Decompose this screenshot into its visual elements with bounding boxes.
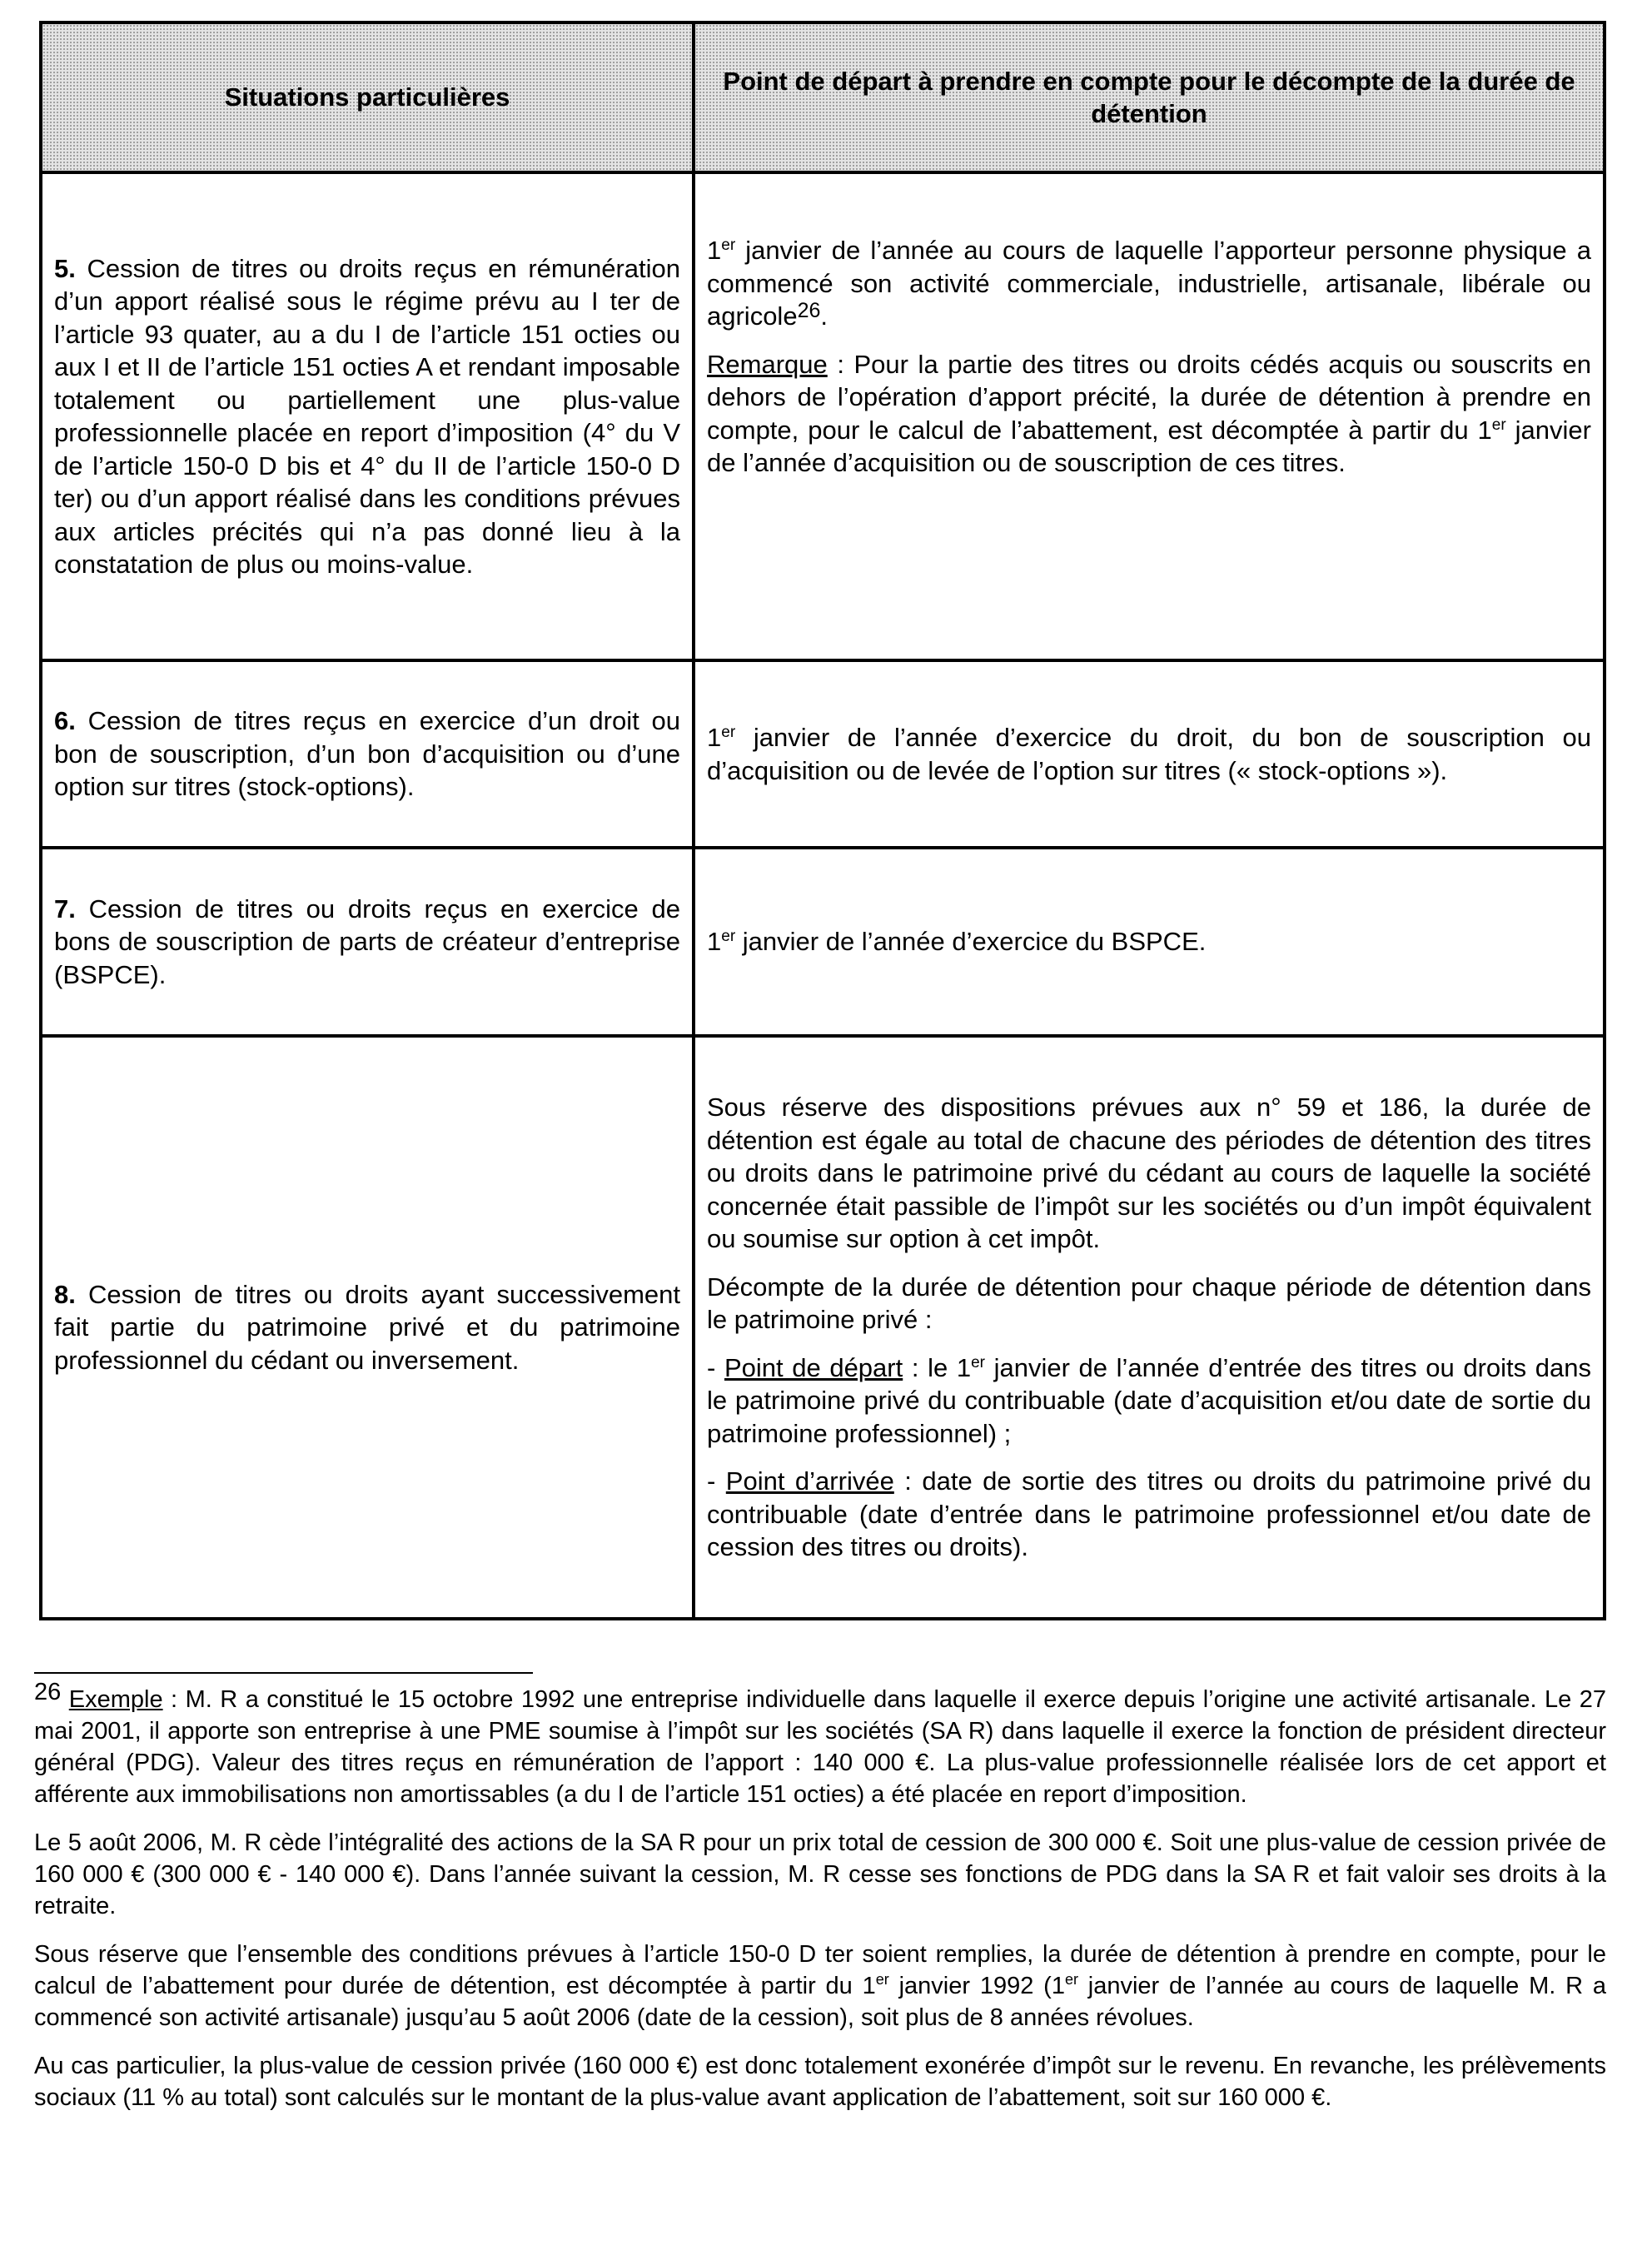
situation-cell (41, 660, 694, 848)
starting-point-cell (694, 848, 1605, 1036)
footnote-paragraph: Au cas particulier, la plus-value de cession privée (160 000 €) est donc totalement exonérée d’impôt sur le revenu. En revanche, les prélèvements sociaux (11 % au total) sont calculés sur le montant de la plus-value avant application de l’abattement, soit sur 160 000 €. (34, 2053, 1606, 2111)
footnote-paragraph: 26 Exemple : M. R a constitué le 15 octobre 1992 une entreprise individuelle dans laquelle il exerce depuis l’origine une activité artisanale. Le 27 mai 2001, il apporte son entreprise à une PME soumise à l’impôt sur les sociétés (SA R) dans laquelle il exerce la fonction de président directeur général (PDG). Valeur des titres reçus en rémunération de l’apport : 140 000 €. La plus-value professionnelle réalisée lors de cet apport et afférente aux immobilisations non amortissables (a du I de l’article 151 octies) a été placée en report d’imposition. (34, 1679, 1606, 1808)
table-row (41, 1036, 1605, 1619)
situation-text: Cession de titres ou droits reçus en rémunération d’un apport réalisé sous le régime prévu au I ter de l’article 93 quater, au a du I de l’article 151 octies ou aux I et II de l’article 151 octies A et rendant imposable totalement ou partiellement une plus-value professionnelle placée en report d’imposition (4° du V de l’article 150-0 D bis et 4° du II de l’article 150-0 D ter) ou d’un apport réalisé dans les conditions prévues aux articles précités qui n’a pas donné lieu à la constatation de plus ou moins-value. (54, 253, 680, 579)
footnote-example-label: Exemple (68, 1686, 163, 1713)
situation-cell (41, 848, 694, 1036)
footnote-reference[interactable]: 26 (797, 299, 821, 322)
starting-point-cell (694, 1036, 1605, 1619)
column-header-starting-point: Point de départ à prendre en compte pour le décompte de la durée de détention (694, 22, 1605, 172)
count-method-paragraph: Décompte de la durée de détention pour chaque période de détention dans le patrimoine privé : (707, 1272, 1591, 1335)
footnote-separator (34, 1672, 533, 1674)
end-point-label: Point d’arrivée (725, 1466, 894, 1496)
holding-period-table (39, 21, 1606, 1620)
starting-point-paragraph: 1er janvier de l’année d’exercice du BSPCE. (707, 927, 1207, 957)
situation-cell (41, 1036, 694, 1619)
situation-text: Cession de titres reçus en exercice d’un droit ou bon de souscription, d’un bon d’acquisition ou d’une option sur titres (stock-options). (54, 706, 680, 802)
starting-point-paragraph: 1er janvier de l’année d’exercice du droit, du bon de souscription ou d’acquisition ou de levée de l’option sur titres (« stock-options »). (707, 723, 1591, 785)
situation-text: Cession de titres ou droits reçus en exercice de bons de souscription de parts de créateur d’entreprise (BSPCE). (54, 894, 680, 989)
situation-cell (41, 172, 694, 660)
starting-point-cell (694, 172, 1605, 660)
column-header-situations: Situations particulières (41, 22, 694, 172)
situation-number: 5. (54, 253, 76, 283)
table-header-row (41, 22, 1605, 172)
holding-duration-paragraph: Sous réserve des dispositions prévues aux n° 59 et 186, la durée de détention est égale au total de chacune des périodes de détention des titres ou droits dans le patrimoine privé du cédant au cours de laquelle la société concernée était passible de l’impôt sur les sociétés ou d’un impôt équivalent ou soumise sur option à cet impôt. (707, 1093, 1591, 1254)
footnote-block (34, 1679, 1606, 2130)
starting-point-paragraph: 1er janvier de l’année au cours de laquelle l’apporteur personne physique a commencé son activité commerciale, industrielle, artisanale, libérale ou agricole$^{26}$. (707, 236, 1591, 331)
footnote-number: 26 (34, 1679, 62, 1705)
table-row (41, 660, 1605, 848)
starting-point-cell (694, 660, 1605, 848)
situation-number: 6. (54, 706, 76, 736)
remark-paragraph: Remarque : Pour la partie des titres ou droits cédés acquis ou souscrits en dehors de l’opération d’apport précité, la durée de détention à prendre en compte, pour le calcul de l’abattement, est décomptée à partir du 1er janvier de l’année d’acquisition ou de souscription de ces titres. (707, 349, 1591, 477)
situation-number: 7. (54, 894, 76, 923)
start-point-label: Point de départ (724, 1352, 903, 1382)
situation-text: Cession de titres ou droits ayant successivement fait partie du patrimoine privé et du patrimoine professionnel du cédant ou inversement. (54, 1279, 680, 1375)
start-point-paragraph: - Point de départ : le 1er janvier de l’année d’entrée des titres ou droits dans le patrimoine privé du contribuable (date d’acquisition et/ou date de sortie du patrimoine professionnel) ; (707, 1352, 1592, 1448)
remark-label: Remarque (707, 349, 828, 379)
footnote-paragraph: Le 5 août 2006, M. R cède l’intégralité des actions de la SA R pour un prix total de cession de 300 000 €. Soit une plus-value de cession privée de 160 000 € (300 000 € - 140 000 €). Dans l’année suivant la cession, M. R cesse ses fonctions de PDG dans la SA R et fait valoir ses droits à la retraite. (34, 1829, 1606, 1919)
end-point-paragraph: - Point d’arrivée : date de sortie des titres ou droits du patrimoine privé du contribuable (date d’entrée dans le patrimoine professionnel et/ou date de cession des titres ou droits). (707, 1466, 1591, 1562)
table-row (41, 848, 1605, 1036)
situation-number: 8. (54, 1279, 76, 1309)
table-row (41, 172, 1605, 660)
footnote-paragraph: Sous réserve que l’ensemble des conditions prévues à l’article 150-0 D ter soient remplies, la durée de détention à prendre en compte, pour le calcul de l’abattement pour durée de détention, est décomptée à partir du 1er janvier 1992 (1er janvier de l’année au cours de laquelle M. R a commencé son activité artisanale) jusqu’au 5 août 2006 (date de la cession), soit plus de 8 années révolues. (34, 1941, 1606, 2031)
